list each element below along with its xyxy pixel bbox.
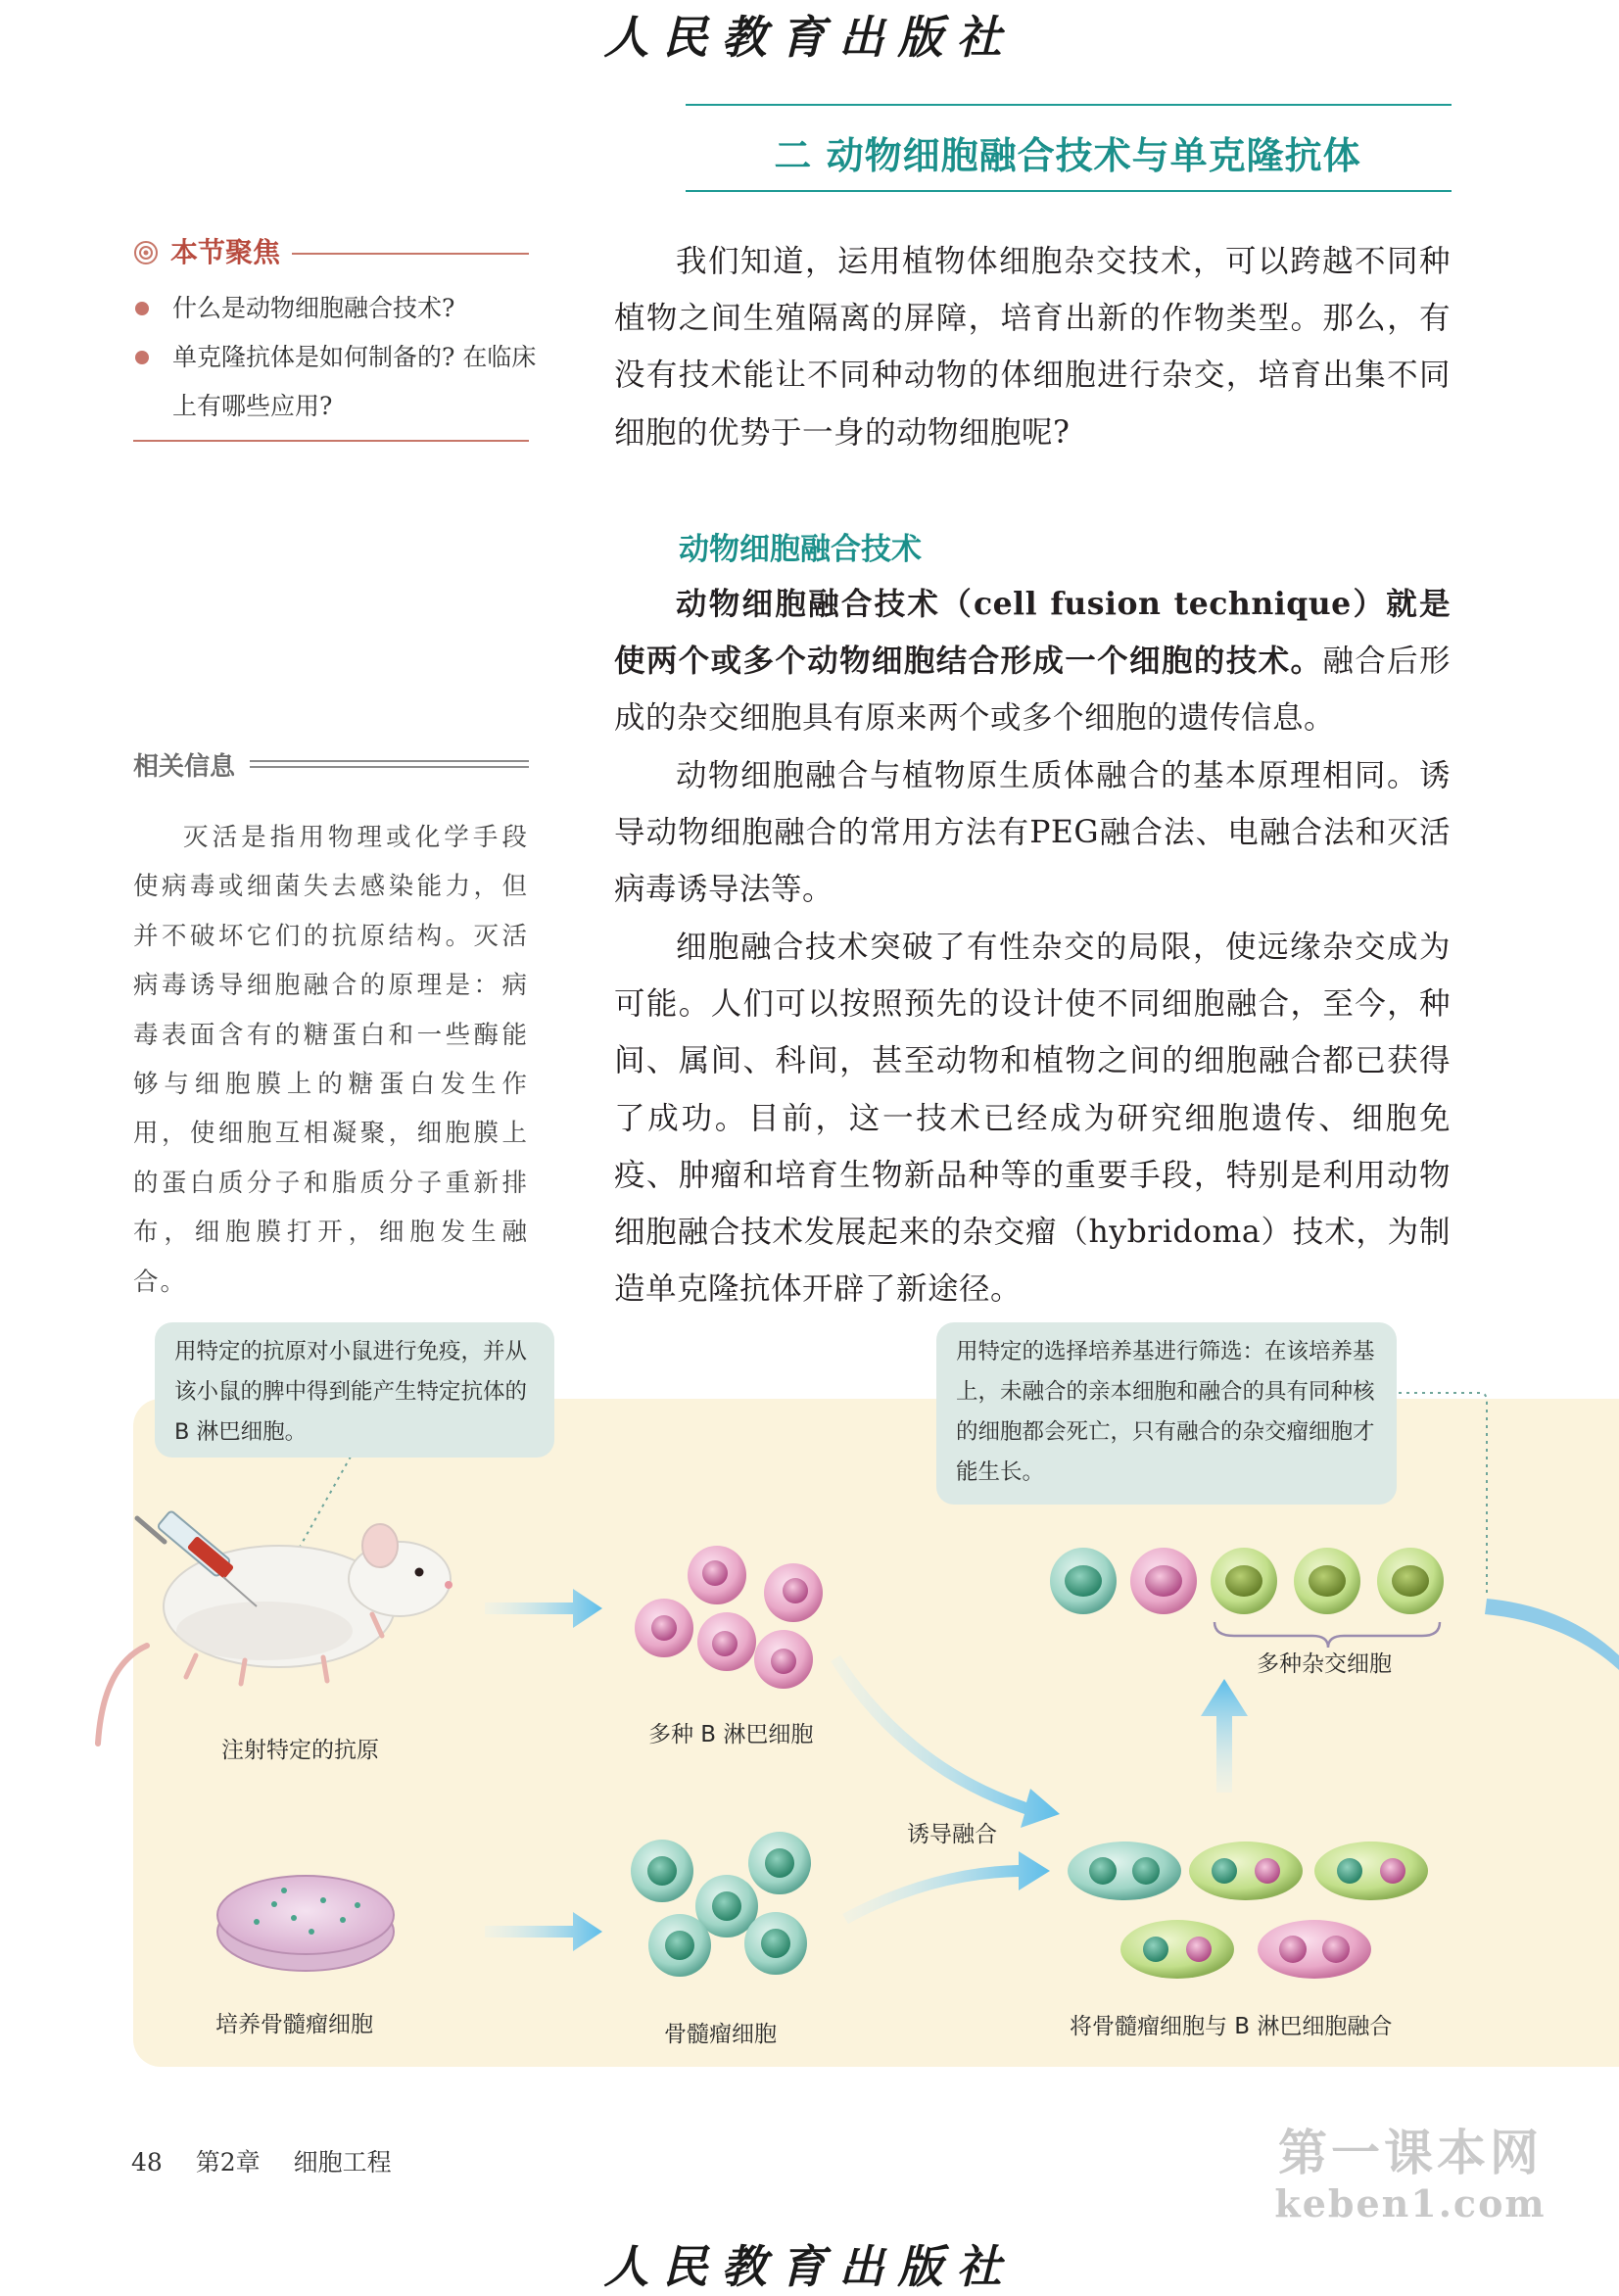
publisher-footer: 人民教育出版社 [603, 2240, 1016, 2293]
page-number: 48 [131, 2148, 163, 2176]
arrow-bcells-to-fusion [831, 1655, 1060, 1828]
chapter-title: 细胞工程 [293, 2148, 392, 2176]
focus-list [133, 284, 545, 431]
arrow-up-hybrid [1201, 1679, 1248, 1793]
watermark-line1: 第一课本网 [1278, 2125, 1543, 2181]
label-induce-fusion: 诱导融合 [907, 1822, 997, 1847]
watermark [1263, 2124, 1557, 2225]
focus-header [133, 235, 529, 270]
arrow-selection [1485, 1599, 1619, 1670]
label-fuse-cells: 将骨髓瘤细胞与 B 淋巴细胞融合 [1070, 2014, 1393, 2039]
focus-item-text: 单克隆抗体是如何制备的? 在临床上有哪些应用? [172, 343, 537, 420]
focus-item [133, 333, 545, 431]
focus-item [133, 284, 545, 333]
arrow-to-bcells [485, 1589, 602, 1628]
arrow-myeloma-to-fusion [842, 1851, 1050, 1924]
related-info-divider [250, 760, 529, 772]
subsection-heading: 动物细胞融合技术 [679, 532, 922, 567]
label-inject-antigen: 注射特定的抗原 [221, 1738, 379, 1763]
fusing-cells [1068, 1842, 1428, 1979]
label-b-lymphocytes: 多种 B 淋巴细胞 [648, 1722, 814, 1747]
arrow-to-myeloma [485, 1912, 602, 1951]
label-culture-myeloma: 培养骨髓瘤细胞 [215, 2012, 373, 2037]
bullet-icon [135, 351, 149, 364]
label-myeloma-cells: 骨髓瘤细胞 [664, 2022, 777, 2047]
definition-paragraph [614, 576, 1451, 747]
definition-rest: 融合后形成的杂交细胞具有原来两个或多个细胞的遗传信息。 [614, 644, 1451, 737]
myeloma-cells [631, 1832, 811, 1977]
focus-title: 本节聚焦 [170, 236, 281, 268]
chapter-number: 第2章 [195, 2148, 261, 2176]
page-footer [131, 2143, 417, 2178]
callout-immunize: 用特定的抗原对小鼠进行免疫，并从该小鼠的脾中得到能产生特定抗体的 B 淋巴细胞。 [155, 1322, 554, 1458]
related-info-text: 灭活是指用物理或化学手段使病毒或细菌失去感染能力，但并不破坏它们的抗原结构。灭活病毒诱导细胞融合的原理是：病毒表面含有的糖蛋白和一些酶能够与细胞膜上的糖蛋白发生作用，使细胞互相凝聚，细胞膜上的蛋白质分子和脂质分子重新排布，细胞膜打开，细胞发生融合。 [133, 823, 529, 1297]
publisher-header: 人民教育出版社 [603, 11, 1016, 64]
definition-bold: 动物细胞融合技术（cell fusion technique）就是使两个或多个动物细胞结合形成一个细胞的技术。 [614, 586, 1451, 680]
focus-divider [292, 253, 529, 255]
section-title: 二 动物细胞融合技术与单克隆抗体 [774, 134, 1361, 177]
section-title-top-rule [686, 104, 1452, 106]
focus-item-text: 什么是动物细胞融合技术? [172, 294, 455, 322]
callout-leader-left [294, 1457, 351, 1557]
label-hybrid-cells: 多种杂交细胞 [1257, 1651, 1392, 1677]
hybrid-brace [1214, 1622, 1440, 1648]
hybridoma-paragraph: 细胞融合技术突破了有性杂交的局限，使远缘杂交成为可能。人们可以按照预先的设计使不同细胞融合，至今，种间、属间、科间，甚至动物和植物之间的细胞融合都已获得了成功。目前，这一技术已经成为研究细胞遗传、细胞免疫、肿瘤和培育生物新品种等的重要手段，特别是利用动物细胞融合技术发展起来的杂交瘤（hybridoma）技术，为制造单克隆抗体开辟了新途径。 [614, 930, 1451, 1308]
related-info-title: 相关信息 [133, 752, 236, 782]
target-icon [133, 240, 159, 265]
principle-paragraph: 动物细胞融合与植物原生质体融合的基本原理相同。诱导动物细胞融合的常用方法有PEG融合法、电融合法和灭活病毒诱导法等。 [614, 758, 1451, 908]
section-title-bottom-rule [686, 190, 1452, 192]
callout-selection: 用特定的选择培养基进行筛选：在该培养基上，未融合的亲本细胞和融合的具有同种核的细胞都会死亡，只有融合的杂交瘤细胞才能生长。 [936, 1322, 1397, 1505]
b-lymphocyte-cells [635, 1546, 823, 1689]
focus-bottom-rule [133, 440, 529, 442]
petri-dish-icon [217, 1876, 394, 1971]
intro-paragraph: 我们知道，运用植物体细胞杂交技术，可以跨越不同种植物之间生殖隔离的屏障，培育出新的作物类型。那么，有没有技术能让不同种动物的体细胞进行杂交，培育出集不同细胞的优势于一身的动物细胞呢? [614, 244, 1451, 451]
selected-cells-row [1050, 1548, 1444, 1614]
watermark-line2: keben1.com [1274, 2181, 1547, 2225]
mouse-illustration [98, 1524, 452, 1744]
bullet-icon [135, 302, 149, 315]
